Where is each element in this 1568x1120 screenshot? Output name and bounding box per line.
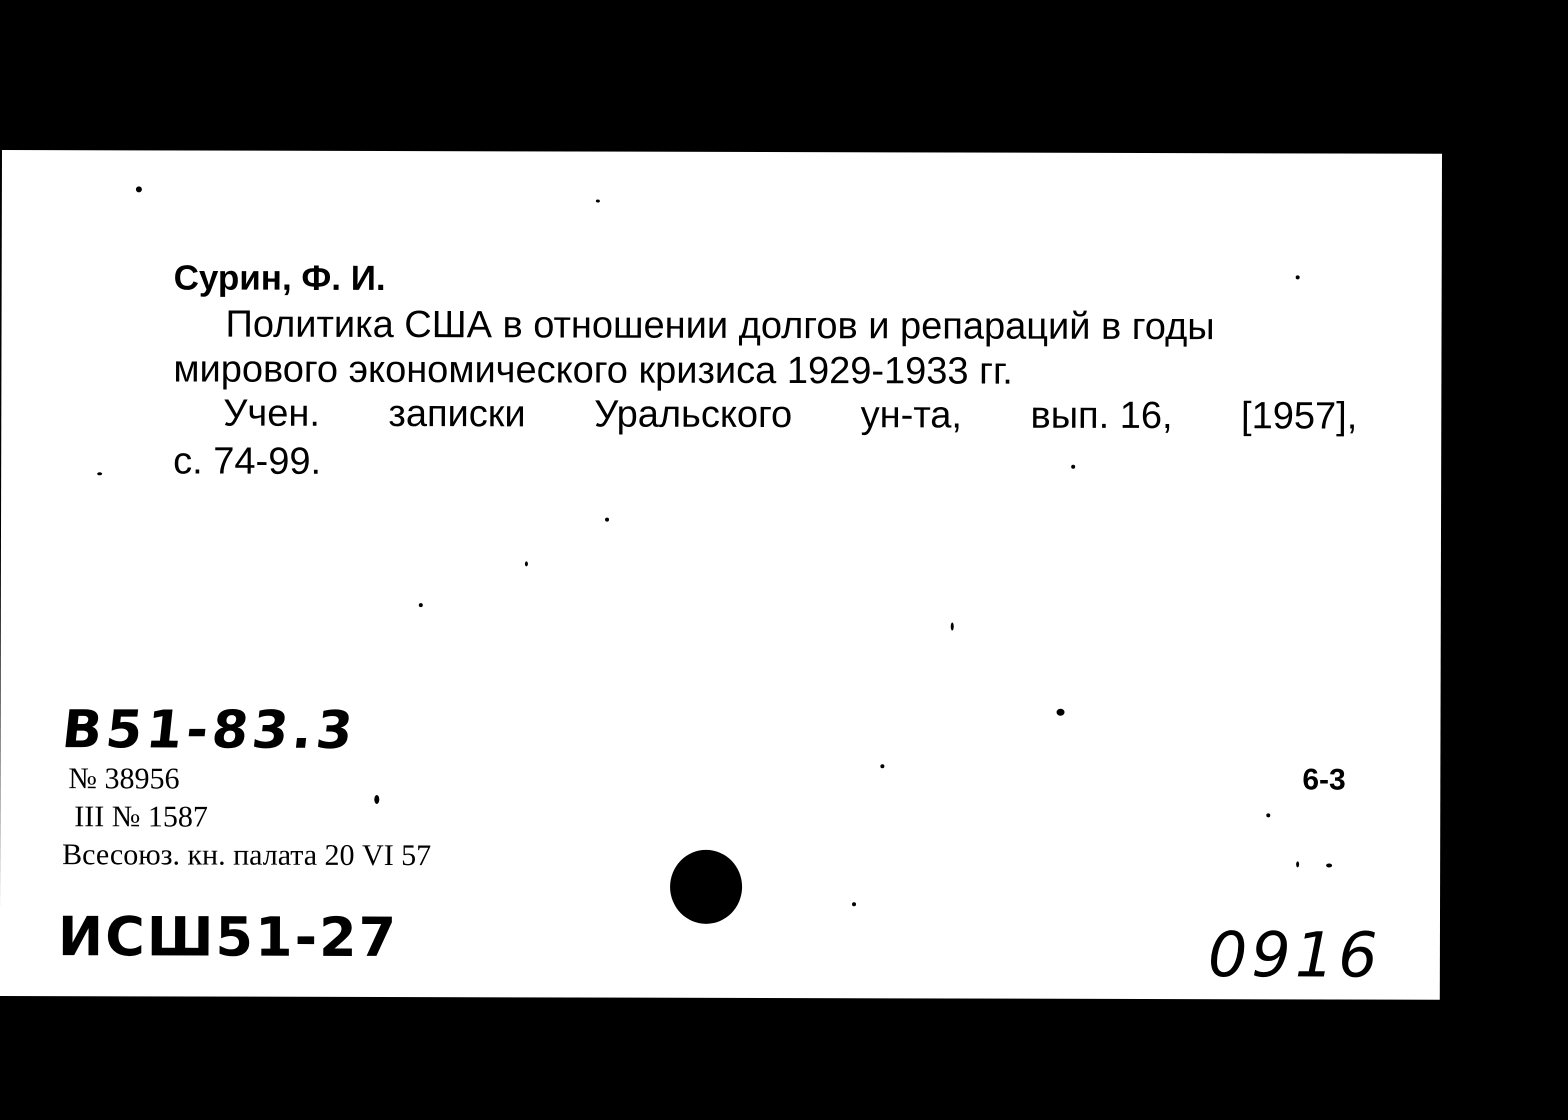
source-word: [1957], (1241, 395, 1358, 438)
scan-speck (1057, 709, 1065, 716)
scan-speck (374, 795, 379, 804)
scan-speck (136, 186, 142, 192)
source-word: записки (388, 393, 526, 436)
scan-speck (97, 472, 102, 475)
scan-speck (1326, 863, 1332, 867)
title-line-2: мирового экономического кризиса 1929-1933 гг. (173, 348, 1013, 393)
book-chamber-line: Всесоюз. кн. палата 20 VI 57 (62, 838, 432, 873)
source-word: ун-та, (860, 394, 963, 437)
registry-number-secondary: III № 1587 (74, 800, 208, 834)
scan-speck (880, 764, 884, 768)
handwritten-shelf-mark: ИСШ51-27 (57, 905, 399, 970)
scan-speck (419, 603, 423, 607)
card-code: 6-3 (1302, 763, 1346, 797)
scan-speck (1296, 861, 1299, 867)
source-line-1 (223, 393, 1357, 439)
author-heading: Сурин, Ф. И. (173, 258, 386, 299)
scan-speck (596, 200, 600, 203)
scan-speck (1071, 465, 1075, 469)
scan-speck (951, 622, 954, 630)
scan-speck (1266, 813, 1270, 817)
punch-hole (670, 850, 742, 924)
title-line-1: Политика США в отношении долгов и репараций в годы (225, 303, 1215, 349)
source-word: Учен. (223, 392, 320, 435)
source-line-2: с. 74-99. (173, 440, 322, 483)
source-word: вып. 16, (1030, 394, 1173, 438)
registry-number: № 38956 (68, 762, 180, 796)
scan-speck (605, 518, 609, 522)
scan-speck (852, 902, 856, 906)
handwritten-card-number: 0916 (1207, 918, 1382, 992)
catalog-card (0, 150, 1442, 1000)
source-word: Уральского (594, 393, 793, 437)
handwritten-classification: B51-83.3 (59, 700, 360, 761)
scan-speck (525, 561, 528, 566)
scan-speck (1296, 275, 1300, 279)
